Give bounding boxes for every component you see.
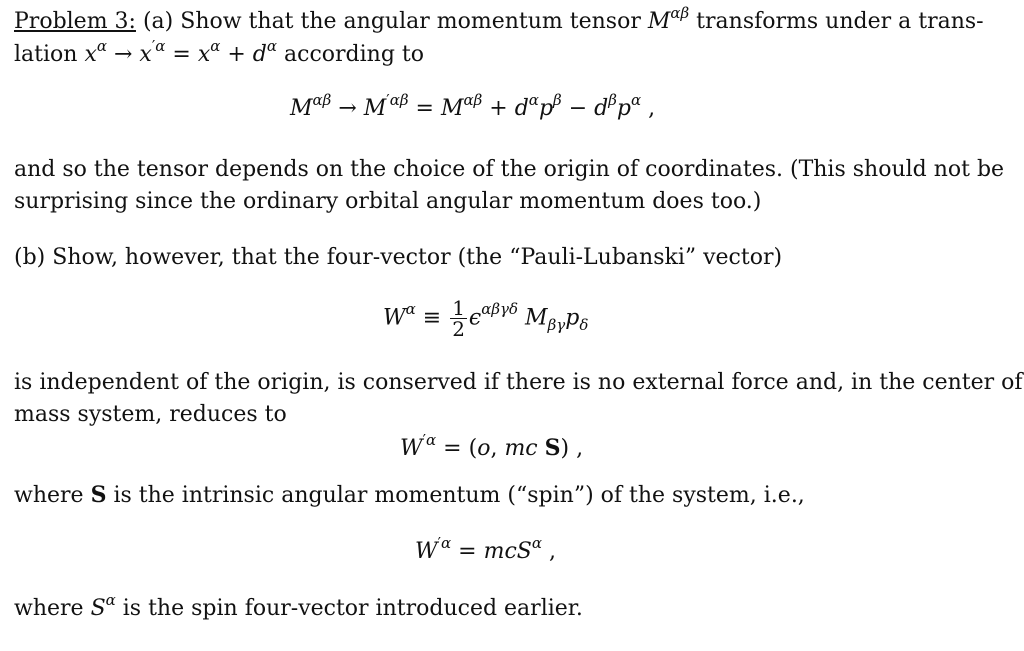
part-a-intro: (a) Show that the angular momentum tensor [142, 9, 648, 34]
fraction-one-half: $\frac{1}{2}$ [452, 296, 465, 341]
problem-line-2: lation $x^\alpha \to x^{'\alpha} = x^\alpha + d^\alpha$ according to [14, 36, 424, 67]
equation-pauli-lubanski: $W^\alpha$ ≡ $\frac{1}{2}$ $\epsilon^{\alpha\beta\gamma\delta}$ $M_{\beta\gamma}p_\delta$ [383, 296, 589, 341]
paragraph-after-eq2-line2: mass system, reduces to [14, 402, 287, 427]
line2-end: according to [277, 42, 424, 67]
where-S-line [14, 481, 805, 510]
equation-rest-frame: $W^{'\alpha} = (o$, mc S) , [400, 430, 584, 461]
where-S-end: is the intrinsic angular momentum (“spin”) of the system, i.e., [106, 483, 805, 508]
paragraph-after-eq1-line1: and so the tensor depends on the choice of the origin of coordinates. (This should not be [14, 157, 1005, 182]
paragraph-after-eq2-line1: is independent of the origin, is conserved if there is no external force and, in the center of [14, 370, 1023, 395]
paragraph-after-eq1-line2: surprising since the ordinary orbital angular momentum does too.) [14, 189, 762, 214]
equation-spin: $W^{'\alpha} = mcS^\alpha$ , [415, 533, 556, 564]
part-a-intro-end: transforms under a trans- [689, 9, 984, 34]
part-b-intro: (b) Show, however, that the four-vector (the “Pauli-Lubanski” vector) [14, 245, 783, 270]
equation-translation: $M^{\alpha\beta} \to M^{'\alpha\beta} = M^{\alpha\beta} + d^\alpha p^\beta - d^\beta p^\alpha$ , [290, 90, 656, 121]
last-line: where $S^\alpha$ is the spin four-vector introduced earlier. [14, 590, 583, 621]
last-end: is the spin four-vector introduced earlier. [115, 596, 583, 621]
problem-line-1: Problem 3: (a) Show that the angular momentum tensor $M^{\alpha\beta}$ transforms under a trans- [14, 3, 984, 34]
spin-symbol: S [90, 482, 107, 508]
where-S-start: where [14, 483, 91, 508]
last-start: where [14, 596, 91, 621]
line2-start: lation [14, 42, 85, 67]
problem-label: Problem 3: [14, 9, 136, 34]
